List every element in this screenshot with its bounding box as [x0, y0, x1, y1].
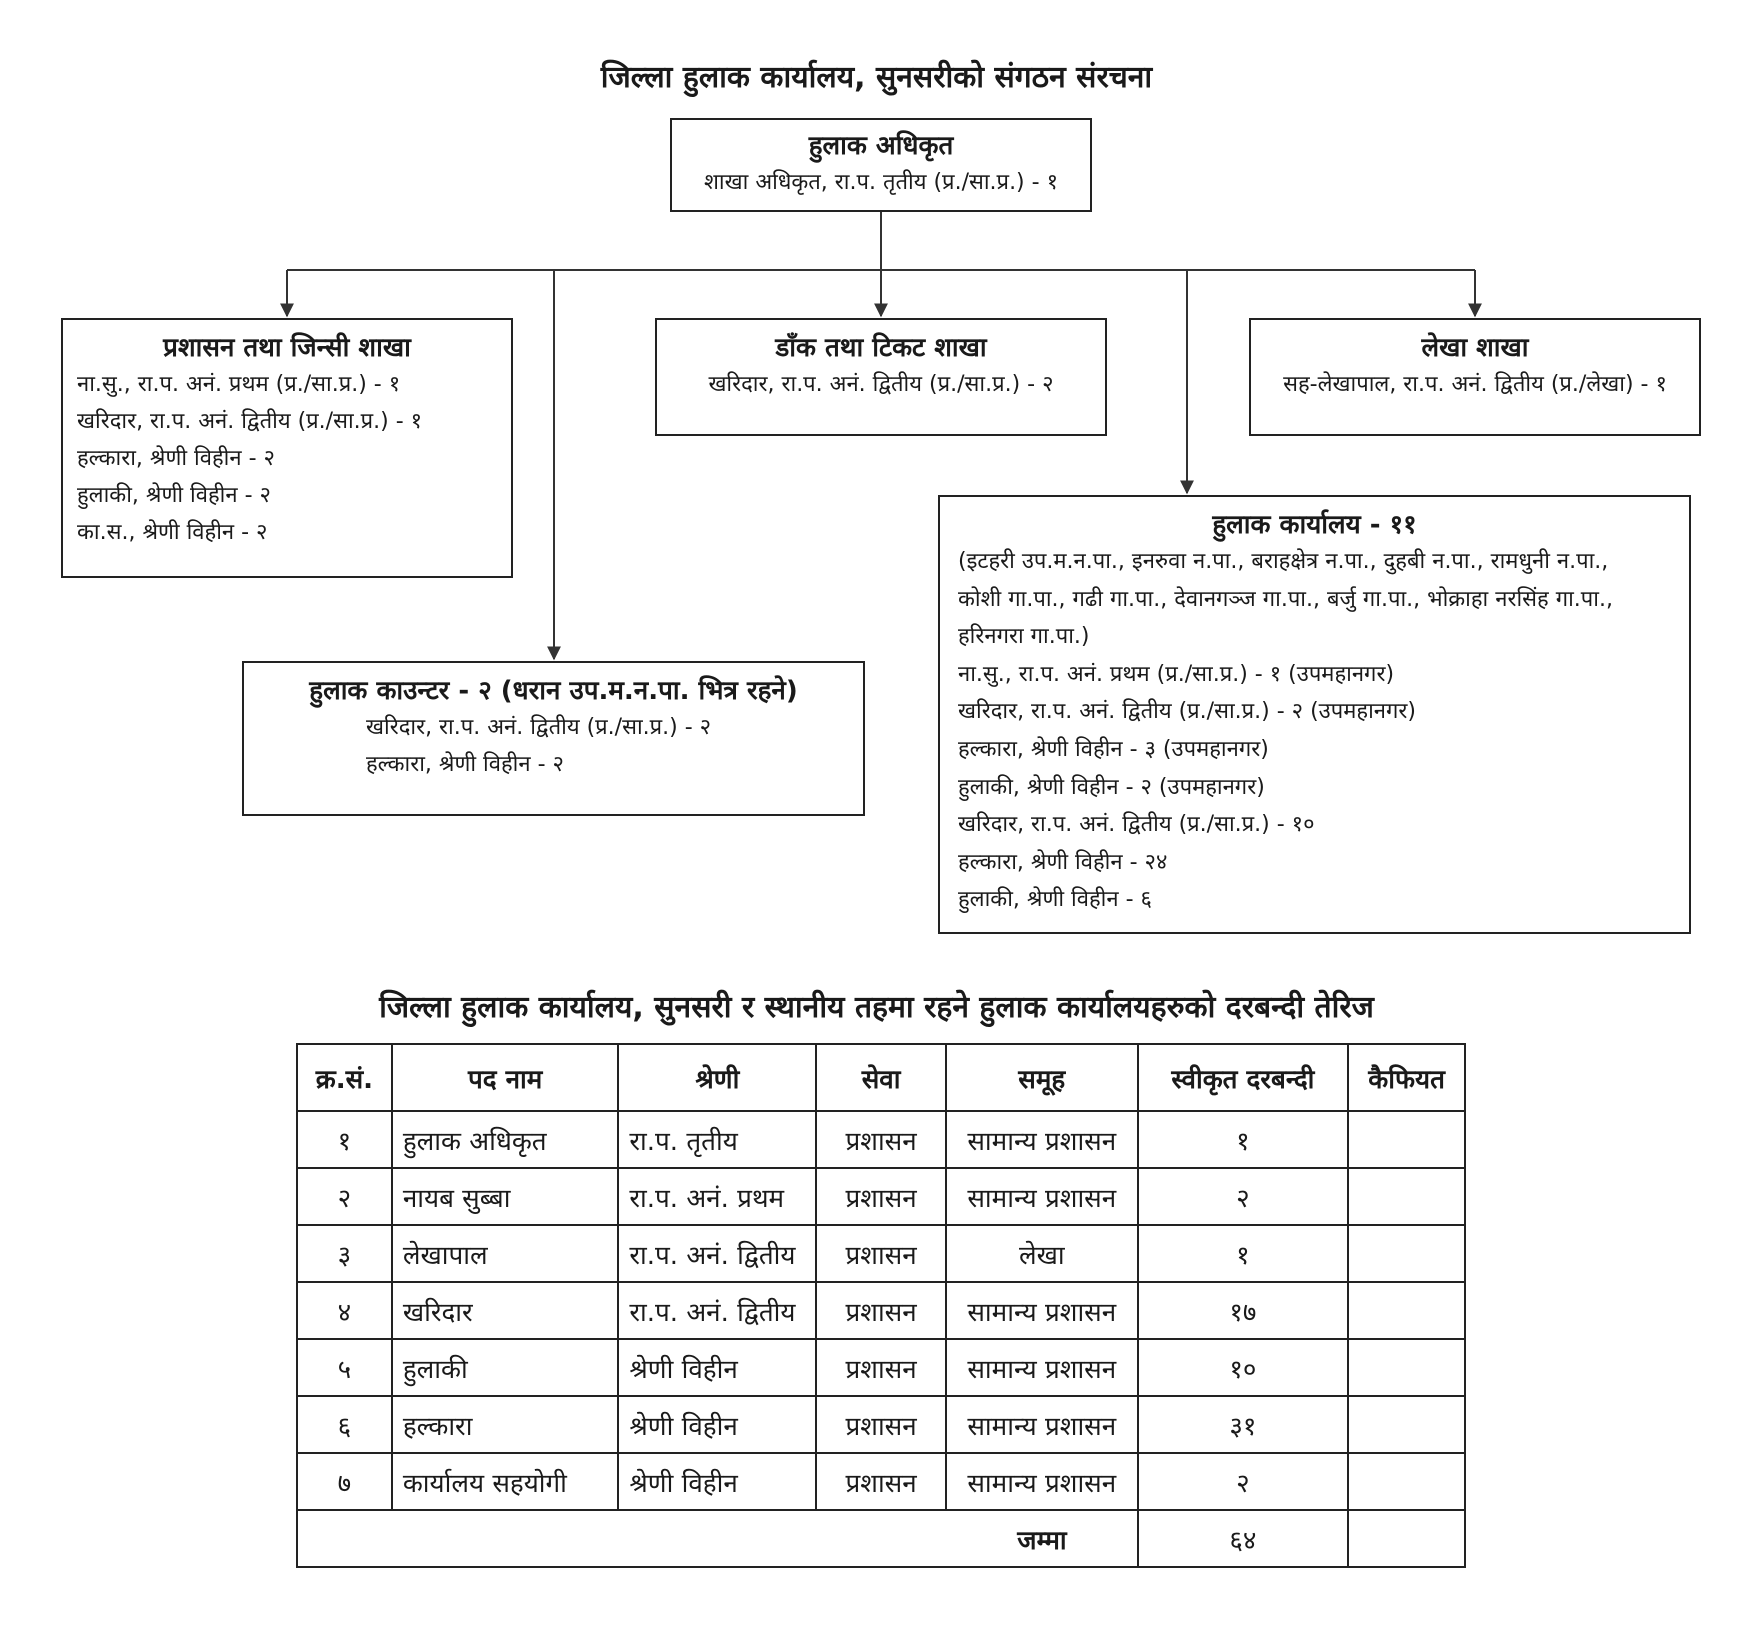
- table-cell: २: [1138, 1453, 1349, 1510]
- table-cell: हल्कारा: [392, 1396, 619, 1453]
- counter-heading: हुलाक काउन्टर - २ (धरान उप.म.न.पा. भित्र रहने): [309, 676, 798, 706]
- table-header-row: [297, 1044, 1465, 1111]
- table-cell: नायब सुब्बा: [392, 1168, 619, 1225]
- admin-branch-box: [61, 318, 513, 578]
- header-cell: स्वीकृत दरबन्दी: [1138, 1044, 1349, 1111]
- table-cell: प्रशासन: [816, 1396, 946, 1453]
- counter-line: हल्कारा, श्रेणी विहीन - २: [366, 752, 564, 777]
- table-cell: सामान्य प्रशासन: [946, 1282, 1138, 1339]
- admin-branch-line: का.स., श्रेणी विहीन - २: [77, 520, 268, 545]
- total-value: ६४: [1138, 1510, 1349, 1567]
- table-cell: [1348, 1168, 1465, 1225]
- table-cell: [1348, 1111, 1465, 1168]
- post-offices-box: [938, 495, 1691, 934]
- table-cell: [1348, 1225, 1465, 1282]
- lekha-branch-box: [1249, 318, 1701, 436]
- post-offices-line: खरिदार, रा.प. अनं. द्वितीय (प्र./सा.प्र.) - २ (उपमहानगर): [958, 699, 1416, 725]
- table-cell: हुलाक अधिकृत: [392, 1111, 619, 1168]
- table-cell: रा.प. तृतीय: [618, 1111, 816, 1168]
- header-cell: सेवा: [816, 1044, 946, 1111]
- lekha-branch-heading: लेखा शाखा: [1421, 333, 1529, 363]
- table-row: [297, 1111, 1465, 1168]
- table-cell: प्रशासन: [816, 1225, 946, 1282]
- table-cell: ७: [297, 1453, 392, 1510]
- table-row: [297, 1282, 1465, 1339]
- table-cell: २: [297, 1168, 392, 1225]
- table-cell: प्रशासन: [816, 1339, 946, 1396]
- table-cell: प्रशासन: [816, 1453, 946, 1510]
- table-total-row: [297, 1510, 1465, 1567]
- table-cell: [1348, 1510, 1465, 1567]
- darbandi-table: [296, 1043, 1466, 1568]
- table-cell: सामान्य प्रशासन: [946, 1111, 1138, 1168]
- table-cell: सामान्य प्रशासन: [946, 1396, 1138, 1453]
- table-cell: श्रेणी विहीन: [618, 1396, 816, 1453]
- admin-branch-line: हुलाकी, श्रेणी विहीन - २: [77, 483, 271, 508]
- table-cell: सामान्य प्रशासन: [946, 1168, 1138, 1225]
- lekha-branch-line: सह-लेखापाल, रा.प. अनं. द्वितीय (प्र./लेखा) - १: [1283, 372, 1667, 397]
- table-cell: रा.प. अनं. प्रथम: [618, 1168, 816, 1225]
- total-label: जम्मा: [297, 1510, 1138, 1567]
- header-cell: श्रेणी: [618, 1044, 816, 1111]
- table-cell: ६: [297, 1396, 392, 1453]
- table-cell: [1348, 1396, 1465, 1453]
- table-cell: लेखा: [946, 1225, 1138, 1282]
- table-cell: प्रशासन: [816, 1282, 946, 1339]
- post-offices-line: ना.सु., रा.प. अनं. प्रथम (प्र./सा.प्र.) - १ (उपमहानगर): [958, 661, 1395, 687]
- table-cell: [1348, 1453, 1465, 1510]
- table-cell: [1348, 1339, 1465, 1396]
- header-cell: क्र.सं.: [297, 1044, 392, 1111]
- table-cell: ५: [297, 1339, 392, 1396]
- header-cell: समूह: [946, 1044, 1138, 1111]
- table-cell: लेखापाल: [392, 1225, 619, 1282]
- table-cell: सामान्य प्रशासन: [946, 1339, 1138, 1396]
- post-offices-heading: हुलाक कार्यालय - ११: [1212, 510, 1417, 540]
- post-offices-line: (इटहरी उप.म.न.पा., इनरुवा न.पा., बराहक्षेत्र न.पा., दुहबी न.पा., रामधुनी न.पा.,: [958, 549, 1609, 574]
- table-cell: १: [1138, 1111, 1349, 1168]
- table-cell: श्रेणी विहीन: [618, 1453, 816, 1510]
- post-offices-line: हल्कारा, श्रेणी विहीन - ३ (उपमहानगर): [958, 736, 1269, 762]
- table-cell: १: [297, 1111, 392, 1168]
- table-title: जिल्ला हुलाक कार्यालय, सुनसरी र स्थानीय तहमा रहने हुलाक कार्यालयहरुको दरबन्दी तेरिज: [379, 990, 1374, 1025]
- table-cell: १०: [1138, 1339, 1349, 1396]
- dak-branch-box: [655, 318, 1107, 436]
- table-cell: १: [1138, 1225, 1349, 1282]
- post-offices-line: हुलाकी, श्रेणी विहीन - २ (उपमहानगर): [958, 774, 1265, 800]
- table-cell: कार्यालय सहयोगी: [392, 1453, 619, 1510]
- table-row: [297, 1168, 1465, 1225]
- counter-line: खरिदार, रा.प. अनं. द्वितीय (प्र./सा.प्र.) - २: [366, 715, 712, 740]
- post-offices-line: खरिदार, रा.प. अनं. द्वितीय (प्र./सा.प्र.) - १०: [958, 812, 1315, 838]
- table-cell: [1348, 1282, 1465, 1339]
- admin-branch-line: ना.सु., रा.प. अनं. प्रथम (प्र./सा.प्र.) - १: [77, 372, 401, 397]
- post-offices-line: हरिनगरा गा.पा.): [958, 624, 1090, 650]
- admin-branch-heading: प्रशासन तथा जिन्सी शाखा: [163, 333, 411, 363]
- table-cell: ४: [297, 1282, 392, 1339]
- admin-branch-line: खरिदार, रा.प. अनं. द्वितीय (प्र./सा.प्र.) - १: [77, 409, 423, 434]
- table-cell: २: [1138, 1168, 1349, 1225]
- table-row: [297, 1396, 1465, 1453]
- table-cell: खरिदार: [392, 1282, 619, 1339]
- officer-box: [670, 118, 1092, 212]
- header-cell: कैफियत: [1348, 1044, 1465, 1111]
- post-offices-line: हुलाकी, श्रेणी विहीन - ६: [958, 887, 1152, 913]
- header-cell: पद नाम: [392, 1044, 619, 1111]
- table-cell: ३१: [1138, 1396, 1349, 1453]
- table-cell: हुलाकी: [392, 1339, 619, 1396]
- table-row: [297, 1225, 1465, 1282]
- org-chart-title: जिल्ला हुलाक कार्यालय, सुनसरीको संगठन संरचना: [600, 60, 1153, 95]
- dak-branch-line: खरिदार, रा.प. अनं. द्वितीय (प्र./सा.प्र.) - २: [708, 372, 1054, 397]
- table-cell: रा.प. अनं. द्वितीय: [618, 1282, 816, 1339]
- officer-line: शाखा अधिकृत, रा.प. तृतीय (प्र./सा.प्र.) - १: [703, 170, 1059, 195]
- table-cell: सामान्य प्रशासन: [946, 1453, 1138, 1510]
- dak-branch-heading: डाँक तथा टिकट शाखा: [775, 333, 987, 363]
- table-cell: १७: [1138, 1282, 1349, 1339]
- table-cell: रा.प. अनं. द्वितीय: [618, 1225, 816, 1282]
- counter-box: [242, 661, 865, 816]
- table-row: [297, 1453, 1465, 1510]
- table-cell: श्रेणी विहीन: [618, 1339, 816, 1396]
- table-cell: प्रशासन: [816, 1168, 946, 1225]
- post-offices-line: हल्कारा, श्रेणी विहीन - २४: [958, 849, 1168, 875]
- table-cell: ३: [297, 1225, 392, 1282]
- admin-branch-line: हल्कारा, श्रेणी विहीन - २: [77, 446, 275, 471]
- post-offices-line: कोशी गा.पा., गढी गा.पा., देवानगञ्ज गा.पा., बर्जु गा.पा., भोक्राहा नरसिंह गा.पा.,: [958, 586, 1613, 612]
- table-row: [297, 1339, 1465, 1396]
- officer-heading: हुलाक अधिकृत: [808, 131, 954, 161]
- table-cell: प्रशासन: [816, 1111, 946, 1168]
